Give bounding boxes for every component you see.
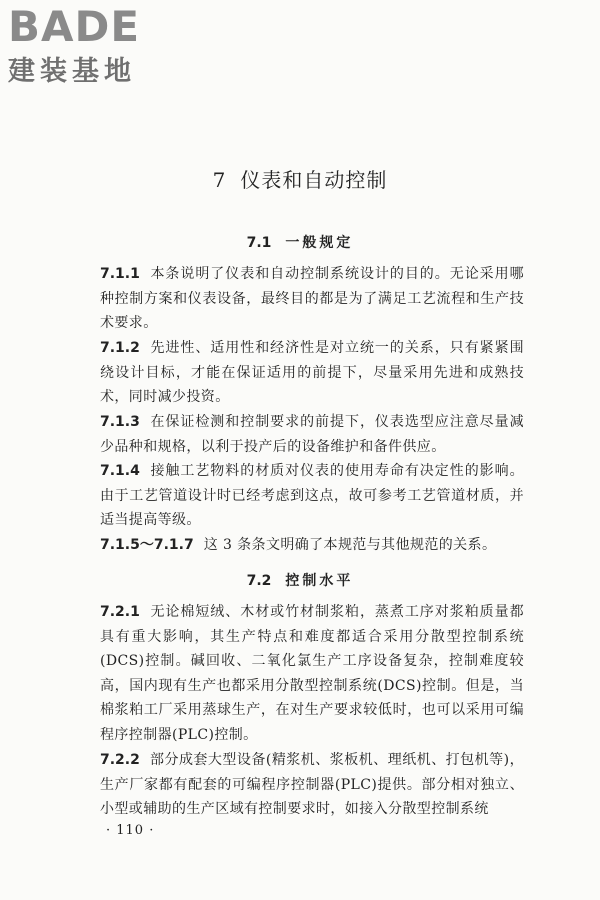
section-heading-7-2 — [0, 570, 600, 590]
chapter-number: 7 — [212, 168, 227, 192]
clause-number: 7.1.5～7.1.7 — [100, 537, 194, 553]
clause-number: 7.1.3 — [100, 414, 140, 430]
clause-7-1-2 — [100, 336, 524, 410]
clause-number: 7.1.2 — [100, 340, 140, 356]
clause-text: 这 3 条条文明确了本规范与其他规范的关系。 — [203, 537, 497, 553]
logo-subtitle: 建装基地 — [8, 56, 136, 87]
clause-number: 7.1.1 — [100, 266, 140, 282]
section-number: 7.1 — [246, 235, 272, 251]
clause-number: 7.2.2 — [100, 752, 140, 768]
clause-7-1-4 — [100, 459, 524, 533]
clause-text: 先进性、适用性和经济性是对立统一的关系，只有紧紧围绕设计目标，才能在保证适用的前提下，尽量采用先进和成熟技术，同时减少投资。 — [100, 340, 524, 406]
clause-7-1-5-to-7-1-7 — [100, 533, 524, 558]
clause-text: 部分成套大型设备(精浆机、浆板机、理纸机、打包机等)，生产厂家都有配套的可编程序控制器(PLC)提供。部分相对独立、小型或辅助的生产区域有控制要求时，如接入分散型控制系统 — [100, 752, 524, 818]
clause-number: 7.2.1 — [100, 604, 140, 620]
clause-text: 接触工艺物料的材质对仪表的使用寿命有决定性的影响。由于工艺管道设计时已经考虑到这点，故可参考工艺管道材质，并适当提高等级。 — [100, 463, 524, 529]
clause-7-1-3 — [100, 410, 524, 459]
clause-text: 无论棉短绒、木材或竹材制浆粕，蒸煮工序对浆粕质量都具有重大影响，其生产特点和难度都适合采用分散型控制系统(DCS)控制。碱回收、二氧化氯生产工序设备复杂，控制难度较高，国内现有生产也都采用分散型控制系统(DCS)控制。但是，当棉浆粕工厂采用蒸球生产，在对生产要求较低时，也可以采用可编程序控制器(PLC)控制。 — [100, 604, 524, 743]
page-number: · 110 · — [106, 823, 155, 838]
clause-text: 在保证检测和控制要求的前提下，仪表选型应注意尽量减少品种和规格，以利于投产后的设备维护和备件供应。 — [100, 414, 524, 455]
clause-text: 本条说明了仪表和自动控制系统设计的目的。无论采用哪种控制方案和仪表设备，最终目的都是为了满足工艺流程和生产技术要求。 — [100, 266, 524, 332]
section-title: 一般规定 — [285, 235, 354, 251]
logo-brand: BADE — [8, 2, 141, 51]
clause-number: 7.1.4 — [100, 463, 140, 479]
clause-7-1-1 — [100, 262, 524, 336]
chapter-title — [0, 164, 600, 193]
section-title: 控制水平 — [285, 573, 354, 589]
clause-7-2-2 — [100, 748, 524, 822]
section-heading-7-1 — [0, 232, 600, 252]
section-number: 7.2 — [246, 573, 272, 589]
chapter-title-text: 仪表和自动控制 — [240, 168, 388, 192]
logo — [8, 4, 140, 88]
clause-7-2-1 — [100, 600, 524, 748]
